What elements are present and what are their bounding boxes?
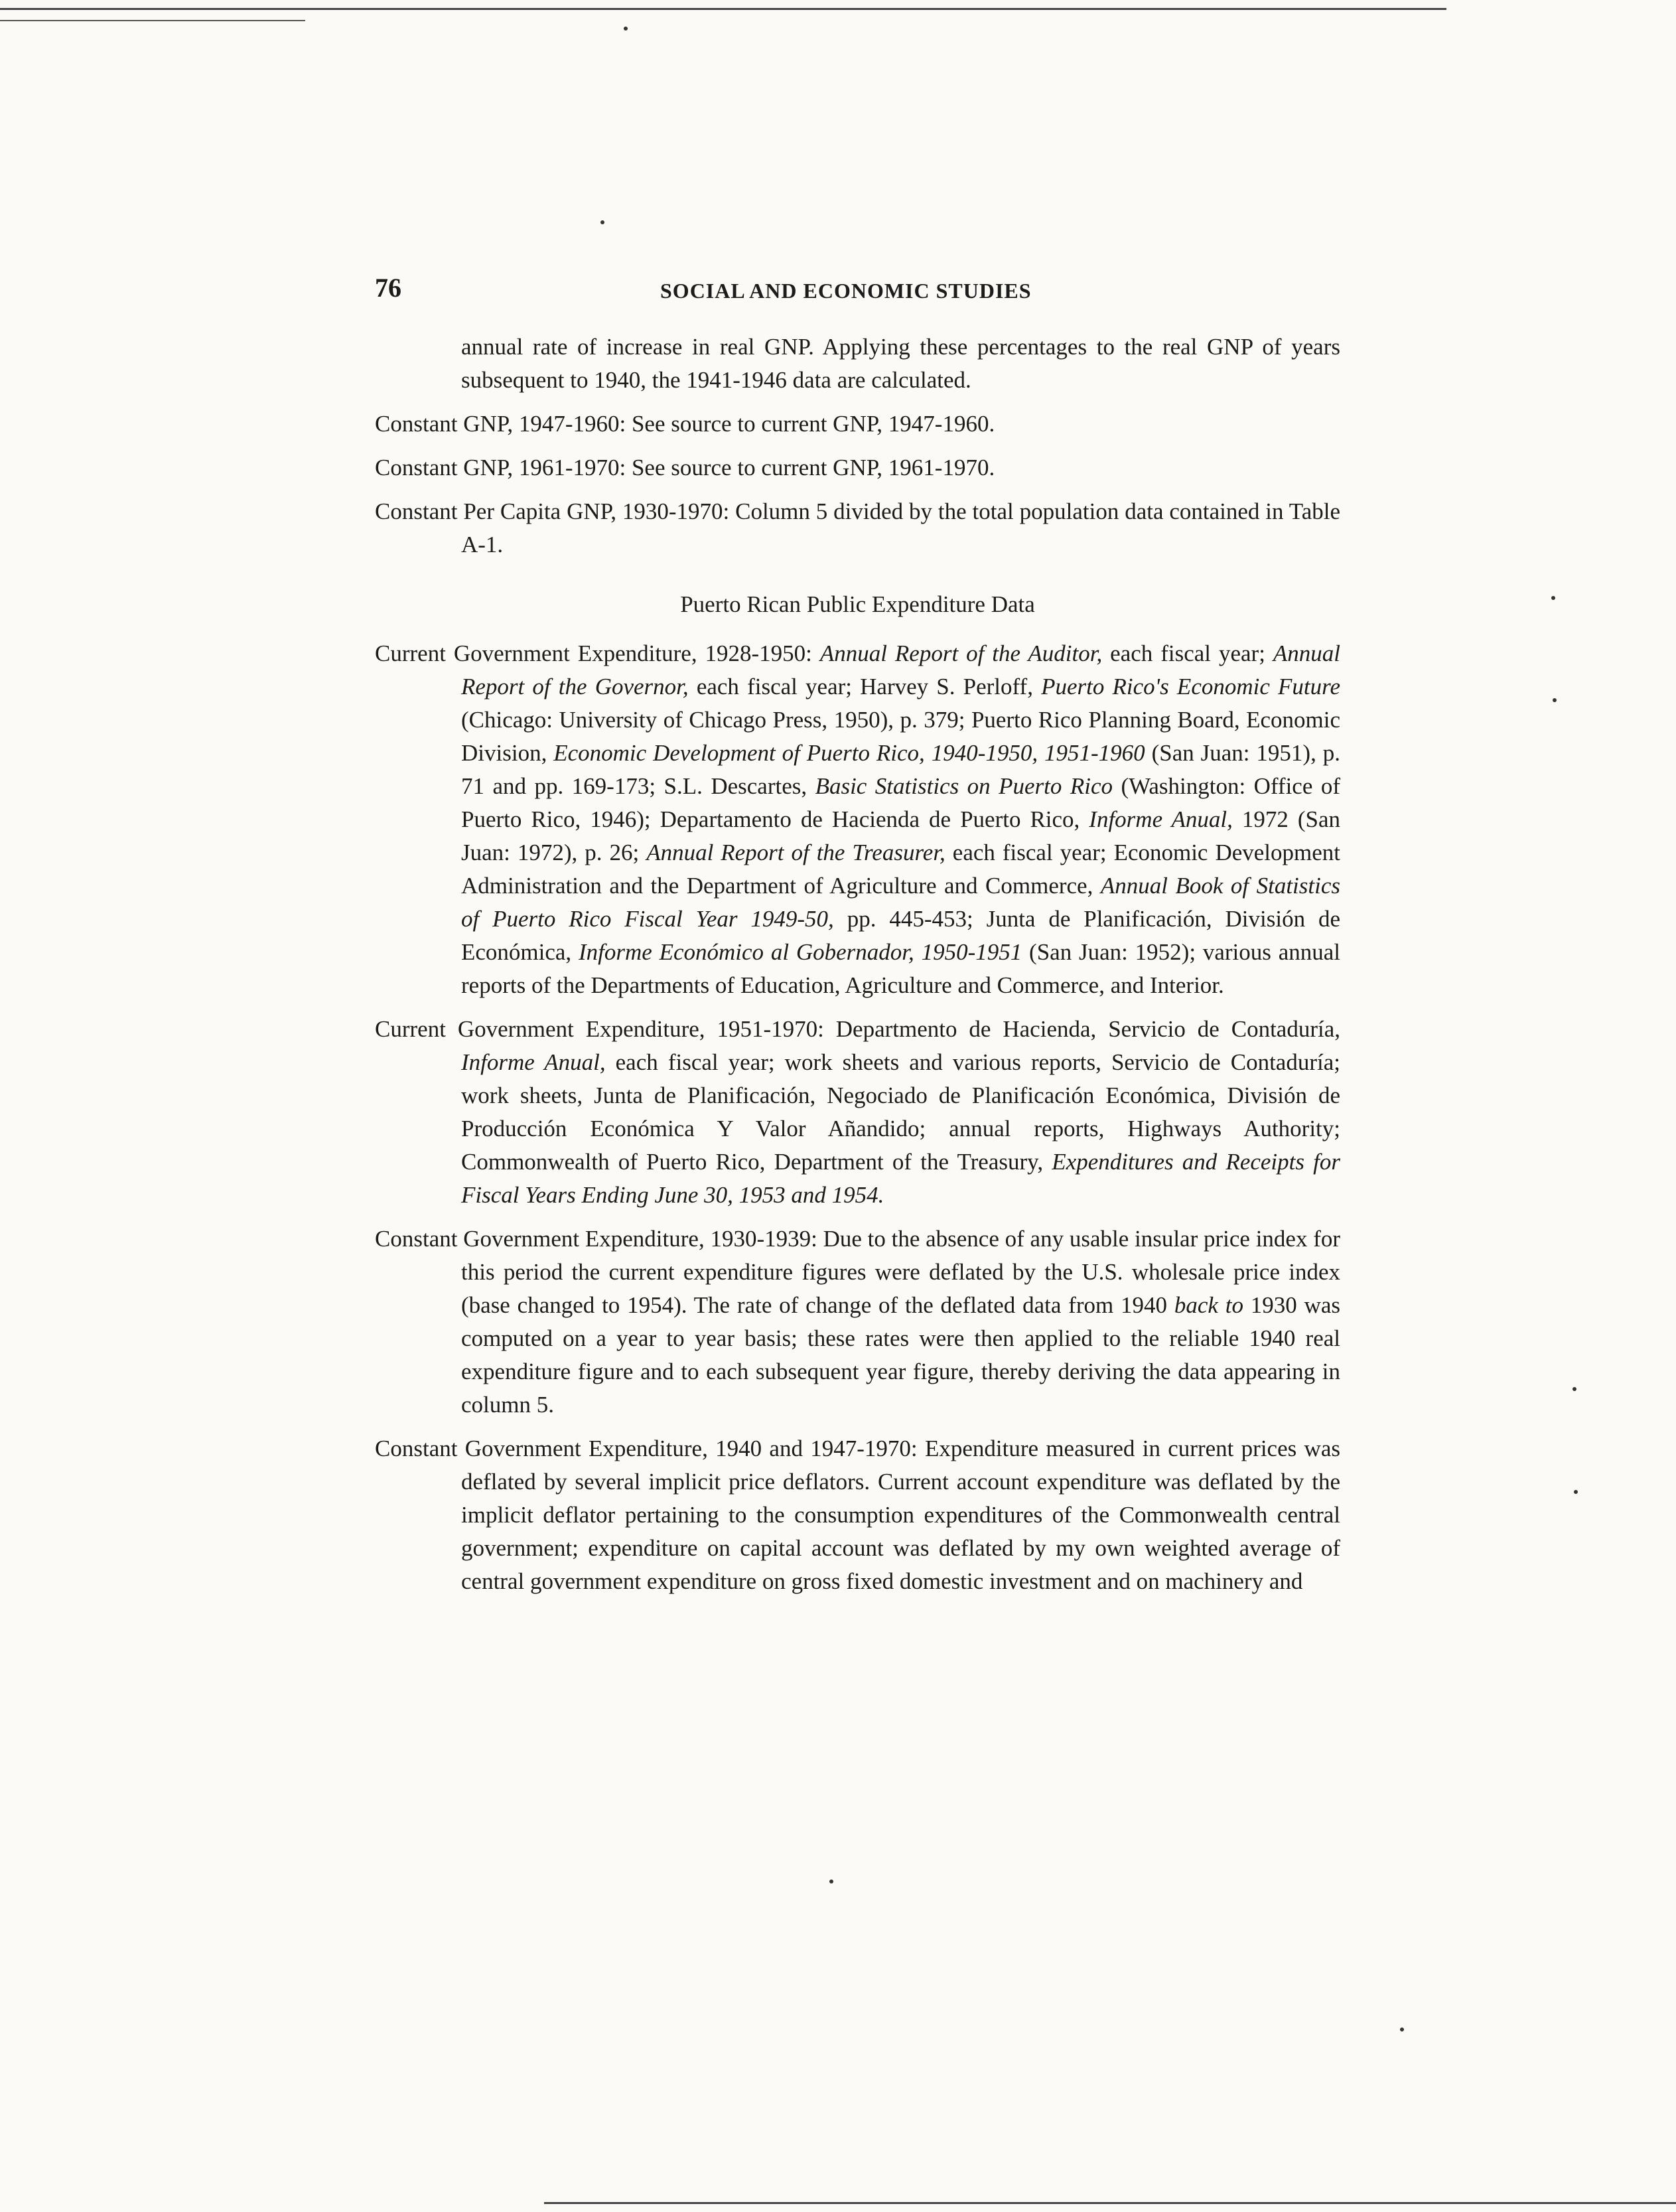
source-entry-constant-1930-1939 (375, 1222, 1340, 1422)
publication-title: Annual Report of the Treasurer, (646, 840, 945, 865)
source-entry-current-1928-1950 (375, 637, 1340, 1002)
entry-text: (Chicago: University of Chicago Press, 1950), p. 379; Puerto Rico Planning Board, Economic Division, (461, 707, 1340, 766)
entry-text: 1930 was computed on a year to year basis; these rates were then applied to the reliable 1940 real expenditure figure and to each subsequent year figure, thereby deriving the data appearing in column 5. (461, 1292, 1341, 1418)
page-number: 76 (375, 273, 401, 303)
source-entry: Constant GNP, 1947-1960: See source to current GNP, 1947-1960. (375, 411, 995, 437)
page-body (375, 331, 1340, 1598)
entry-text: Current Government Expenditure, 1928-1950: (375, 640, 820, 666)
publication-title: Annual Report of the Auditor, (819, 640, 1103, 666)
publication-title: Basic Statistics on Puerto Rico (815, 773, 1113, 799)
scan-speck (1574, 1490, 1578, 1494)
page-header (375, 272, 1344, 312)
scan-speck (1400, 2028, 1404, 2031)
top-scan-rule (0, 8, 1446, 10)
entry-text: (Washington: Office of Puerto Rico, 1946); Departamento de Hacienda de Puerto Rico, (461, 773, 1340, 832)
scan-speck (1551, 596, 1555, 600)
emphasis: back to (1174, 1292, 1243, 1318)
entry-text: Current Government Expenditure, 1951-1970: Departmento de Hacienda, Servicio de Contaduría, (375, 1016, 1340, 1042)
scan-speck (624, 27, 628, 31)
entry-text: (San Juan: 1951), p. 71 and pp. 169-173; S.L. Descartes, (461, 740, 1340, 799)
top-scan-rule-secondary (0, 20, 305, 21)
entry-text: each fiscal year; work sheets and various reports, Servicio de Contaduría; work sheets, Junta de Planificación, Negociado de Planificación Económica, División de Producción Económica Y Valor Añandido; annual reports, Highways Authority; Commonwealth of Puerto Rico, Department of the Treasury, (461, 1049, 1340, 1175)
source-entry-current-1951-1970 (375, 1013, 1340, 1212)
publication-title: Economic Development of Puerto Rico, 1940-1950, 1951-1960 (553, 740, 1145, 766)
entry-text: (San Juan: 1952); various annual reports of the Departments of Education, Agriculture and Commerce, and Interior. (461, 939, 1340, 998)
section-heading: Puerto Rican Public Expenditure Data (680, 591, 1035, 617)
publication-title: Informe Anual, (461, 1049, 606, 1075)
running-head: SOCIAL AND ECONOMIC STUDIES (660, 279, 1032, 303)
scan-speck (829, 1880, 833, 1883)
continued-paragraph: annual rate of increase in real GNP. Applying these percentages to the real GNP of years subsequent to 1940, the 1941-1946 data are calculated. (461, 334, 1340, 393)
entry-text: each fiscal year; Harvey S. Perloff, (688, 674, 1042, 700)
scan-speck (600, 220, 604, 224)
entry-text: Constant Government Expenditure, 1930-1939: Due to the absence of any usable insular price index for this period the current expenditure figures were deflated by the U.S. wholesale price index (base changed to 1954). The rate of change of the deflated data from 1940 (375, 1226, 1341, 1318)
scan-speck (1553, 698, 1557, 702)
publication-title: Expenditures and Receipts for Fiscal Years Ending June 30, 1953 and 1954. (461, 1149, 1340, 1208)
entry-text: 1972 (San Juan: 1972), p. 26; (461, 806, 1340, 865)
entry-text: each fiscal year; Economic Development Administration and the Department of Agriculture and Commerce, (461, 840, 1340, 899)
publication-title: Annual Book of Statistics of Puerto Rico Fiscal Year 1949-50, (461, 873, 1341, 932)
entry-text: Constant Government Expenditure, 1940 and 1947-1970: Expenditure measured in current prices was deflated by several implicit price deflators. Current account expenditure was deflated by the implicit deflator pertaining to the consumption expenditures of the Commonwealth central government; expenditure on capital account was deflated by my own weighted average of central government expenditure on gross fixed domestic investment and on machinery and (375, 1436, 1340, 1594)
source-entry-constant-1940-1970 (375, 1432, 1340, 1598)
entry-text: each fiscal year; (1102, 640, 1273, 666)
publication-title: Annual Report of the Governor, (461, 640, 1340, 700)
publication-title: Puerto Rico's Economic Future (1041, 674, 1340, 700)
publication-title: Informe Anual, (1089, 806, 1233, 832)
scan-speck (1572, 1387, 1576, 1391)
entry-text: pp. 445-453; Junta de Planificación, División de Económica, (461, 906, 1340, 965)
source-entry: Constant GNP, 1961-1970: See source to current GNP, 1961-1970. (375, 455, 995, 480)
publication-title: Informe Económico al Gobernador, 1950-1951 (578, 939, 1022, 965)
bottom-scan-rule (544, 2202, 1676, 2204)
source-entry: Constant Per Capita GNP, 1930-1970: Column 5 divided by the total population data contained in Table A-1. (375, 498, 1340, 557)
